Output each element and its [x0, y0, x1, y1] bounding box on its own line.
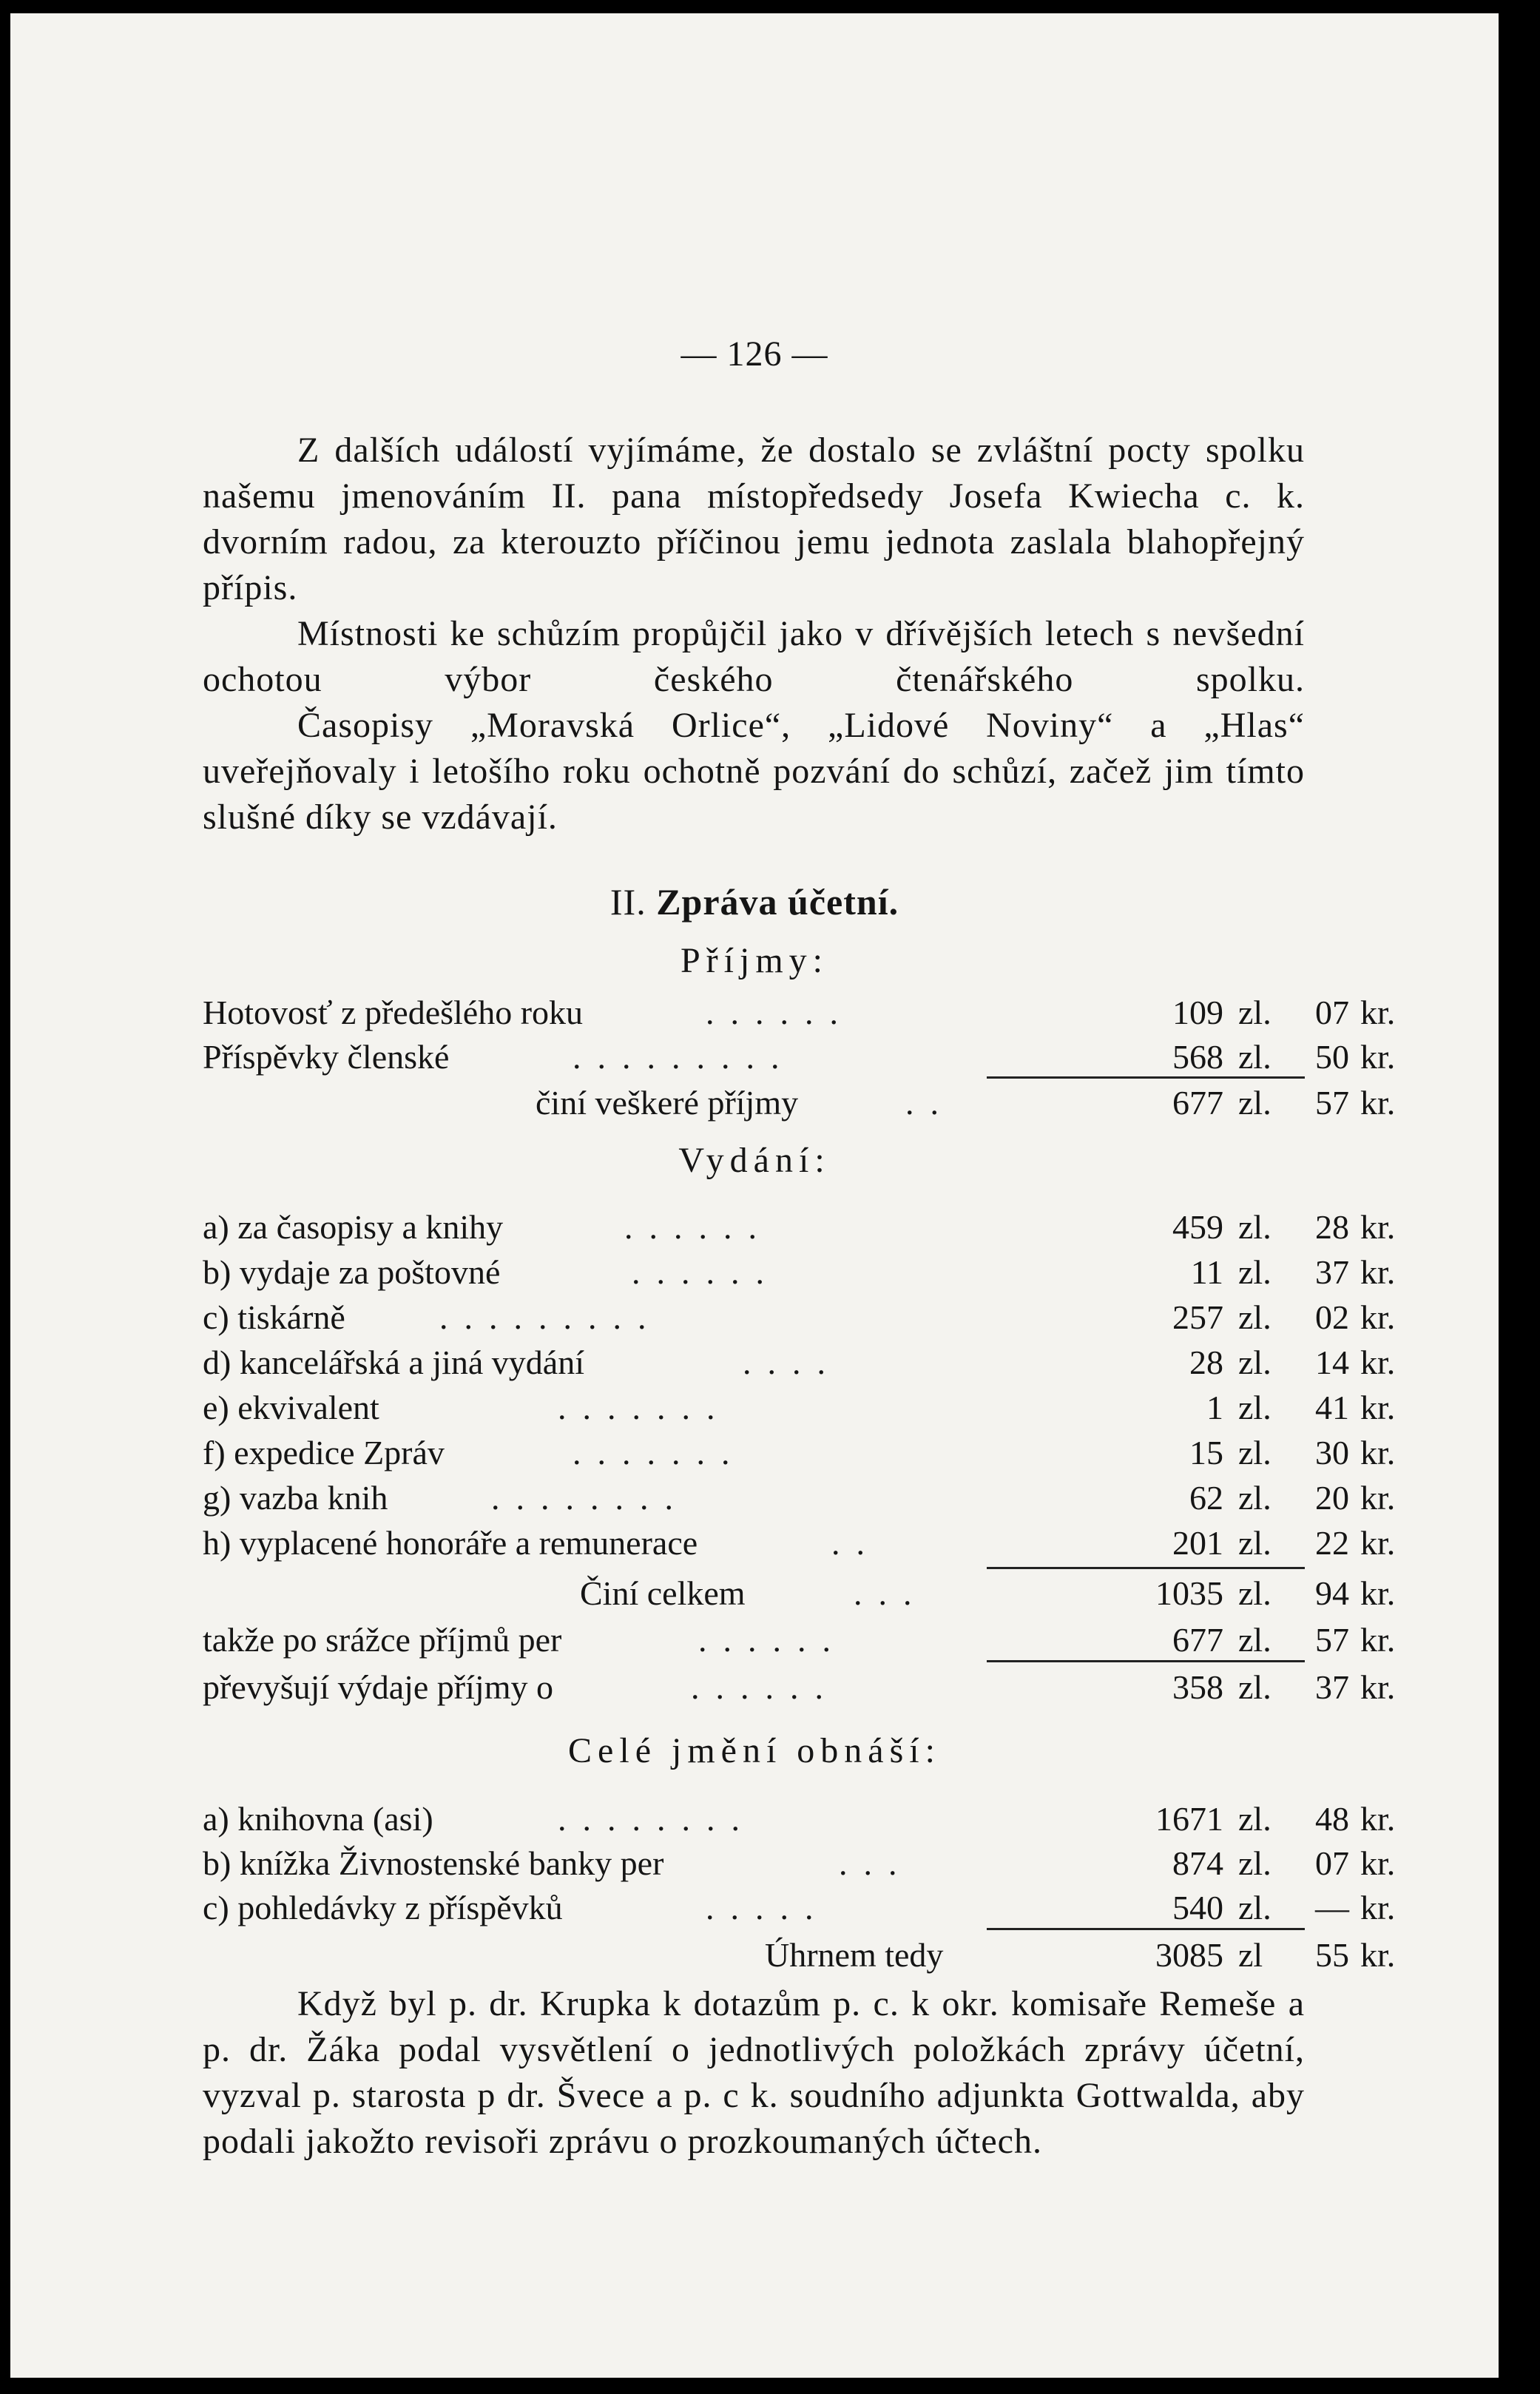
ledger-row — [203, 1385, 1396, 1431]
unit-zl: zl. — [1238, 1343, 1271, 1381]
unit-kr: kr. — [1360, 1208, 1396, 1246]
row-label: c) tiskárně — [203, 1298, 345, 1336]
amount-kr: — — [1315, 1889, 1349, 1926]
leader-dots: ... — [839, 1844, 913, 1882]
row-label: f) expedice Zpráv — [203, 1434, 445, 1471]
unit-zl: zl. — [1238, 1800, 1271, 1838]
expenses-title: Vydání: — [678, 1141, 831, 1180]
deduction-row — [203, 1617, 1396, 1663]
amount-zl: 1 — [1206, 1389, 1223, 1426]
row-label: a) za časopisy a knihy — [203, 1208, 504, 1246]
paragraph: Časopisy „Moravská Orlice“, „Lidové Noviny“ a „Hlas“ uveřejňovaly i letošího roku ochotně pozvání do schůzí, začež jim tímto slušné díky se vzdávají. — [203, 706, 1305, 837]
amount-zl: 1035 — [1155, 1574, 1223, 1612]
leader-dots: ......... — [439, 1298, 663, 1336]
unit-zl: zl. — [1238, 1479, 1271, 1517]
leader-dots: ..... — [706, 1889, 830, 1926]
amount-zl: 459 — [1172, 1208, 1223, 1246]
amount-kr: 02 — [1315, 1298, 1349, 1336]
amount-kr: 94 — [1315, 1574, 1349, 1612]
unit-kr: kr. — [1360, 1844, 1396, 1882]
amount-kr: 48 — [1315, 1800, 1349, 1838]
amount-kr: 20 — [1315, 1479, 1349, 1517]
amount-kr: 37 — [1315, 1253, 1349, 1291]
excess-row — [203, 1665, 1396, 1710]
leader-dots: ...... — [632, 1253, 780, 1291]
ledger-row — [203, 1520, 1396, 1566]
amount-kr: 57 — [1315, 1621, 1349, 1659]
amount-zl: 677 — [1172, 1084, 1223, 1122]
amount-zl: 201 — [1172, 1524, 1223, 1562]
ledger-row — [203, 1250, 1396, 1295]
ledger-row — [203, 1340, 1396, 1386]
row-label: c) pohledávky z příspěvků — [203, 1889, 563, 1926]
leader-dots: ......... — [573, 1038, 796, 1076]
row-label: Činí celkem — [580, 1574, 746, 1612]
unit-kr: kr. — [1360, 994, 1396, 1031]
amount-kr: 14 — [1315, 1343, 1349, 1381]
amount-kr: 30 — [1315, 1434, 1349, 1471]
sum-rule — [987, 1928, 1305, 1930]
ledger-row — [203, 1475, 1396, 1521]
unit-zl: zl. — [1238, 1389, 1271, 1426]
unit-zl: zl. — [1238, 1524, 1271, 1562]
leader-dots: .. — [905, 1084, 955, 1122]
row-label: a) knihovna (asi) — [203, 1800, 433, 1838]
leader-dots: ... — [854, 1574, 928, 1612]
unit-zl: zl. — [1238, 1298, 1271, 1336]
amount-zl: 28 — [1189, 1343, 1223, 1381]
unit-zl: zl. — [1238, 1253, 1271, 1291]
ledger-row — [203, 1841, 1396, 1886]
amount-zl: 358 — [1172, 1668, 1223, 1706]
unit-kr: kr. — [1360, 1524, 1396, 1562]
unit-zl: zl. — [1238, 1844, 1271, 1882]
ledger-row — [203, 1204, 1396, 1250]
amount-zl: 15 — [1189, 1434, 1223, 1471]
section-numeral: II. — [609, 881, 646, 923]
unit-kr: kr. — [1360, 1889, 1396, 1926]
page-number: — 126 — — [680, 334, 828, 374]
unit-zl: zl. — [1238, 1621, 1271, 1659]
unit-kr: kr. — [1360, 1343, 1396, 1381]
unit-kr: kr. — [1360, 1038, 1396, 1076]
unit-zl: zl. — [1238, 1889, 1271, 1926]
expenses-total-row — [203, 1571, 1396, 1616]
sum-rule — [987, 1076, 1305, 1079]
leader-dots: .. — [831, 1524, 881, 1562]
amount-kr: 07 — [1315, 994, 1349, 1031]
unit-kr: kr. — [1360, 1936, 1396, 1974]
amount-kr: 41 — [1315, 1389, 1349, 1426]
row-label: Hotovosť z předešlého roku — [203, 994, 584, 1031]
amount-zl: 1671 — [1155, 1800, 1223, 1838]
row-label: činí veškeré příjmy — [536, 1084, 799, 1122]
unit-kr: kr. — [1360, 1479, 1396, 1517]
ledger-row — [203, 1885, 1396, 1931]
amount-zl: 257 — [1172, 1298, 1223, 1336]
unit-kr: kr. — [1360, 1253, 1396, 1291]
amount-zl: 11 — [1190, 1253, 1223, 1291]
amount-zl: 109 — [1172, 994, 1223, 1031]
row-label: g) vazba knih — [203, 1479, 388, 1517]
closing-text — [203, 1981, 1305, 2165]
row-label: h) vyplacené honoráře a remunerace — [203, 1524, 698, 1562]
paragraph: Když byl p. dr. Krupka k dotazům p. c. k okr. komisaře Remeše a p. dr. Žáka podal vysvětlení o jednotlivých položkách zprávy účetní, vyzval p. starosta p dr. Švece a p. c k. soudního adjunkta Gottwalda, aby podali jakožto revisoři zprávu o prozkoumaných účtech. — [203, 1984, 1305, 2161]
unit-kr: kr. — [1360, 1668, 1396, 1706]
leader-dots: ...... — [624, 1208, 773, 1246]
unit-zl: zl. — [1238, 1038, 1271, 1076]
unit-zl: zl. — [1238, 1434, 1271, 1471]
assets-title: Celé jmění obnáší: — [568, 1731, 941, 1770]
ledger-row — [203, 990, 1396, 1036]
amount-kr: 50 — [1315, 1038, 1349, 1076]
amount-zl: 874 — [1172, 1844, 1223, 1882]
ledger-row — [203, 1430, 1396, 1476]
unit-zl: zl. — [1238, 1574, 1271, 1612]
unit-kr: kr. — [1360, 1084, 1396, 1122]
row-label: Příspěvky členské — [203, 1038, 450, 1076]
section-heading — [10, 879, 1499, 925]
row-label: d) kancelářská a jiná vydání — [203, 1343, 584, 1381]
amount-kr: 22 — [1315, 1524, 1349, 1562]
unit-kr: kr. — [1360, 1434, 1396, 1471]
assets-total-row — [203, 1932, 1396, 1978]
leader-dots: ...... — [691, 1668, 840, 1706]
unit-kr: kr. — [1360, 1574, 1396, 1612]
ledger-row — [203, 1295, 1396, 1341]
sum-rule — [987, 1660, 1305, 1662]
intro-text — [203, 428, 1305, 840]
unit-zl: zl. — [1238, 994, 1271, 1031]
unit-zl: zl. — [1238, 1208, 1271, 1246]
unit-kr: kr. — [1360, 1800, 1396, 1838]
leader-dots: .... — [743, 1343, 842, 1381]
amount-kr: 28 — [1315, 1208, 1349, 1246]
amount-zl: 677 — [1172, 1621, 1223, 1659]
ledger-row — [203, 1796, 1396, 1842]
amount-zl: 540 — [1172, 1889, 1223, 1926]
amount-kr: 57 — [1315, 1084, 1349, 1122]
unit-kr: kr. — [1360, 1389, 1396, 1426]
amount-kr: 07 — [1315, 1844, 1349, 1882]
amount-kr: 55 — [1315, 1936, 1349, 1974]
amount-zl: 62 — [1189, 1479, 1223, 1517]
paragraph: Z dalších událostí vyjímáme, že dostalo se zvláštní pocty spolku našemu jmenováním II. pana místopředsedy Josefa Kwiecha c. k. dvorním radou, za kterouzto příčinou jemu jednota zaslala blahopřejný přípis. — [203, 431, 1305, 607]
book-page — [10, 13, 1499, 2378]
leader-dots: ....... — [573, 1434, 746, 1471]
row-label: b) knížka Živnostenské banky per — [203, 1844, 664, 1882]
income-total-row — [203, 1080, 1396, 1126]
leader-dots: ...... — [698, 1621, 847, 1659]
sum-rule — [987, 1567, 1305, 1569]
ledger-row — [203, 1034, 1396, 1080]
row-label: Úhrnem tedy — [765, 1936, 944, 1974]
paragraph: Místnosti ke schůzím propůjčil jako v dřívějších letech s nevšední ochotou výbor českého čtenářského spolku. — [203, 614, 1305, 699]
amount-kr: 37 — [1315, 1668, 1349, 1706]
unit-zl: zl. — [1238, 1668, 1271, 1706]
leader-dots: ........ — [558, 1800, 756, 1838]
amount-zl: 568 — [1172, 1038, 1223, 1076]
unit-zl: zl — [1238, 1936, 1263, 1974]
unit-zl: zl. — [1238, 1084, 1271, 1122]
row-label: b) vydaje za poštovné — [203, 1253, 501, 1291]
amount-zl: 3085 — [1155, 1936, 1223, 1974]
row-label: takže po srážce příjmů per — [203, 1621, 562, 1659]
leader-dots: ...... — [706, 994, 854, 1031]
unit-kr: kr. — [1360, 1298, 1396, 1336]
unit-kr: kr. — [1360, 1621, 1396, 1659]
row-label: převyšují výdaje příjmy o — [203, 1668, 553, 1706]
leader-dots: ....... — [558, 1389, 732, 1426]
row-label: e) ekvivalent — [203, 1389, 379, 1426]
section-title: Zpráva účetní. — [656, 881, 899, 923]
leader-dots: ........ — [491, 1479, 689, 1517]
income-title: Příjmy: — [680, 941, 829, 980]
